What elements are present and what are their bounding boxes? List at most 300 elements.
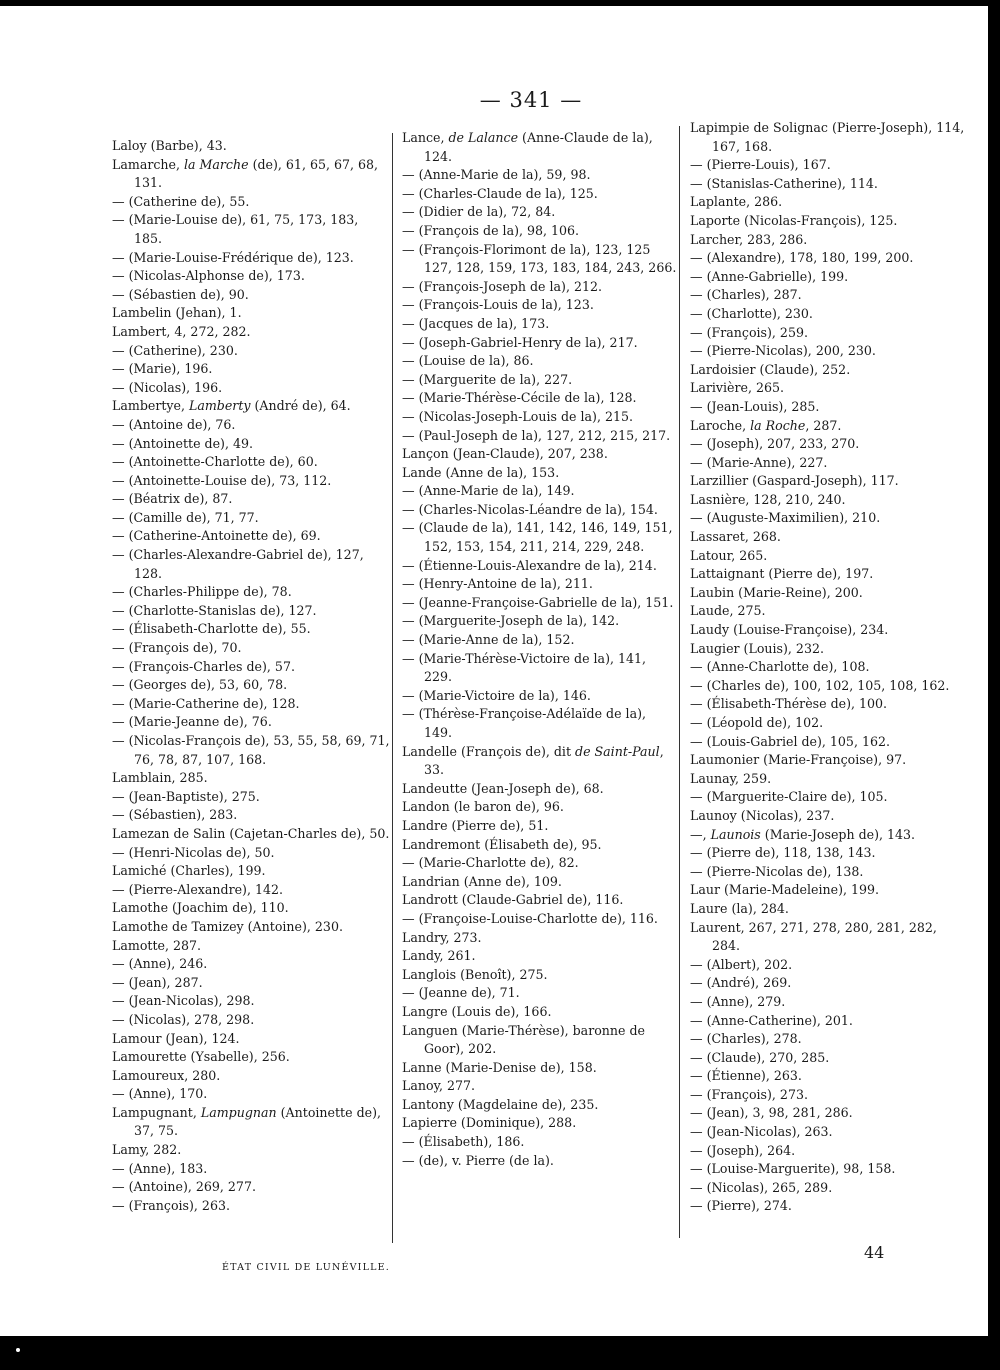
entry-text: Larivière, 265. [690, 380, 785, 396]
entry-text: — (Catherine de), 55. [112, 193, 250, 209]
index-entry [690, 1012, 966, 1031]
entry-text: — (Anne-Marie de la), 59, 98. [402, 167, 591, 183]
index-entry [690, 974, 966, 993]
index-entry [402, 185, 678, 204]
entry-text: Lattaignant (Pierre de), 197. [690, 566, 874, 582]
entry-text: Lapierre (Dominique), 288. [402, 1115, 577, 1131]
index-entry [402, 1022, 678, 1059]
entry-text: — (François), 259. [690, 324, 808, 340]
index-entry [690, 454, 966, 473]
index-entry [112, 918, 390, 937]
entry-text: — (Jacques de la), 173. [402, 315, 550, 331]
index-entry [690, 175, 966, 194]
index-entry [402, 203, 678, 222]
index-entry [690, 249, 966, 268]
index-entry [402, 873, 678, 892]
index-entry [690, 193, 966, 212]
entry-text: — (Claude de la), 141, 142, 146, 149, 151, 152, 153, 154, 211, 214, 229, 248. [402, 520, 673, 555]
entry-variant-italic: la Marche [183, 156, 249, 172]
entry-text: — (Marie-Charlotte de), 82. [402, 855, 579, 871]
index-entry [690, 640, 966, 659]
entry-text: — (François), 263. [112, 1197, 230, 1213]
index-entry [112, 974, 390, 993]
index-column-2 [402, 129, 678, 1170]
index-entry [690, 584, 966, 603]
signature-mark: 44 [864, 1243, 885, 1262]
index-entry [690, 286, 966, 305]
entry-text: — (Joseph), 264. [690, 1142, 796, 1158]
entry-text: Lance, [402, 130, 449, 145]
entry-text: Laudy (Louise-Françoise), 234. [690, 622, 889, 638]
entry-text: — (Sébastien de), 90. [112, 286, 249, 302]
entry-variant-italic: de Lalance [448, 130, 519, 145]
index-entry [402, 278, 678, 297]
entry-text: — (Antoinette-Charlotte de), 60. [112, 454, 318, 470]
entry-text: — (Élisabeth-Thérèse de), 100. [690, 696, 888, 712]
entry-text: Laplante, 286. [690, 194, 783, 210]
index-entry [690, 770, 966, 789]
entry-text: — (Camille de), 71, 77. [112, 509, 259, 525]
entry-text: — (Charlotte), 230. [690, 305, 813, 321]
index-entry [402, 594, 678, 613]
index-entry [402, 501, 678, 520]
entry-text: — (Charles-Philippe de), 78. [112, 584, 292, 600]
index-entry [690, 361, 966, 380]
entry-text: — (François-Charles de), 57. [112, 658, 295, 674]
entry-text: — (Catherine-Antoinette de), 69. [112, 528, 321, 544]
entry-text: — (André), 269. [690, 975, 792, 991]
index-entry [402, 129, 678, 166]
column-divider-2 [679, 126, 680, 1238]
index-entry [402, 631, 678, 650]
entry-text: — (Joseph-Gabriel-Henry de la), 217. [402, 334, 638, 350]
index-entry [402, 222, 678, 241]
index-entry [112, 583, 390, 602]
index-entry [112, 1011, 390, 1030]
index-entry [690, 1197, 966, 1216]
entry-text: — (François), 273. [690, 1086, 808, 1102]
index-entry [690, 919, 966, 956]
entry-text: — (Marie-Louise-Frédérique de), 123. [112, 249, 354, 265]
index-entry [112, 695, 390, 714]
index-entry [690, 658, 966, 677]
entry-text: — (Marie), 196. [112, 361, 213, 377]
index-entry [690, 342, 966, 361]
index-entry [402, 352, 678, 371]
index-entry [112, 416, 390, 435]
index-entry [112, 342, 390, 361]
index-entry [690, 714, 966, 733]
index-entry [112, 546, 390, 583]
entry-text: — (Charles), 287. [690, 287, 802, 303]
entry-text: — (Georges de), 53, 60, 78. [112, 677, 288, 693]
index-entry [690, 547, 966, 566]
index-entry [402, 166, 678, 185]
index-entry [402, 1114, 678, 1133]
index-entry [112, 490, 390, 509]
index-entry [402, 705, 678, 742]
entry-text: — (Marie-Anne), 227. [690, 454, 828, 470]
entry-text: Laloy (Barbe), 43. [112, 138, 227, 153]
entry-text: Larcher, 283, 286. [690, 231, 808, 247]
entry-text: Languen (Marie-Thérèse), baronne de Goor), 202. [402, 1022, 645, 1057]
entry-text: — (Antoinette-Louise de), 73, 112. [112, 472, 332, 488]
index-entry [402, 371, 678, 390]
entry-variant-italic: la Roche [750, 417, 806, 433]
entry-text: — (Marie-Jeanne de), 76. [112, 714, 272, 730]
index-entry [690, 788, 966, 807]
entry-text: — (Marie-Louise de), 61, 75, 173, 183, 185. [112, 212, 359, 246]
entry-text: — (Élisabeth-Charlotte de), 55. [112, 621, 311, 637]
entry-text: Lande (Anne de la), 153. [402, 464, 560, 480]
index-entry [112, 1030, 390, 1049]
entry-text: — (Anne), 170. [112, 1086, 208, 1102]
index-entry [402, 557, 678, 576]
entry-text: Landy, 261. [402, 948, 476, 964]
entry-text: — (Paul-Joseph de la), 127, 212, 215, 217. [402, 427, 671, 443]
index-entry [402, 1077, 678, 1096]
entry-text: Landrott (Claude-Gabriel de), 116. [402, 892, 624, 908]
index-entry [402, 929, 678, 948]
index-entry [402, 427, 678, 446]
index-entry [690, 602, 966, 621]
entry-text: — (Marguerite-Joseph de la), 142. [402, 613, 620, 629]
entry-text: — (Marguerite de la), 227. [402, 371, 573, 387]
index-entry [402, 445, 678, 464]
index-entry [690, 1123, 966, 1142]
entry-text: — (Anne), 279. [690, 993, 786, 1009]
entry-text: — (Henry-Antoine de la), 211. [402, 576, 593, 592]
entry-text: Laure (la), 284. [690, 900, 789, 916]
entry-text: — (Anne-Marie de la), 149. [402, 483, 575, 499]
entry-text: — (Étienne), 263. [690, 1068, 802, 1084]
index-entry [112, 658, 390, 677]
entry-text: — (Pierre-Alexandre), 142. [112, 881, 284, 897]
index-entry [112, 955, 390, 974]
index-entry [112, 267, 390, 286]
index-entry [112, 620, 390, 639]
index-entry [402, 854, 678, 873]
index-entry [690, 621, 966, 640]
index-entry [112, 732, 390, 769]
entry-text: Landremont (Élisabeth de), 95. [402, 836, 602, 852]
index-entry [402, 966, 678, 985]
index-entry [402, 1096, 678, 1115]
index-entry [690, 565, 966, 584]
entry-text: — (Nicolas-François de), 53, 55, 58, 69, 71, 76, 78, 87, 107, 168. [112, 733, 390, 767]
index-entry [112, 211, 390, 248]
entry-text: — (Jean), 287. [112, 974, 203, 990]
index-entry [690, 417, 966, 436]
entry-text: — (Léopold de), 102. [690, 715, 824, 730]
entry-text: — (Louise-Marguerite), 98, 158. [690, 1161, 896, 1177]
index-entry [690, 956, 966, 975]
entry-text: — (Jeanne de), 71. [402, 985, 520, 1001]
entry-text: — (Marie-Catherine de), 128. [112, 695, 300, 711]
entry-text: — (Nicolas), 265, 289. [690, 1179, 833, 1195]
index-entry [112, 509, 390, 528]
index-entry [112, 1067, 390, 1086]
entry-text: — (Françoise-Louise-Charlotte de), 116. [402, 910, 658, 926]
index-entry [690, 881, 966, 900]
index-entry [402, 947, 678, 966]
entry-text: — (Nicolas-Alphonse de), 173. [112, 268, 305, 284]
entry-text: Laugier (Louis), 232. [690, 640, 824, 656]
entry-text: — (Charles de), 100, 102, 105, 108, 162. [690, 677, 950, 693]
entry-text: Latour, 265. [690, 547, 768, 563]
entry-text: — (Antoinette de), 49. [112, 435, 253, 451]
entry-text: — (Auguste-Maximilien), 210. [690, 510, 881, 526]
scan-speck [16, 1348, 20, 1352]
index-entry [402, 817, 678, 836]
index-entry [112, 472, 390, 491]
index-entry [402, 1059, 678, 1078]
index-entry [690, 1049, 966, 1068]
index-entry [690, 398, 966, 417]
entry-text: Landeutte (Jean-Joseph de), 68. [402, 780, 604, 796]
index-entry [690, 156, 966, 175]
entry-text: Lambertye, [112, 398, 189, 414]
entry-text: — (Claude), 270, 285. [690, 1049, 830, 1065]
entry-variant-italic: Lampugnan [200, 1104, 277, 1120]
index-entry [690, 1030, 966, 1049]
entry-text: Larzillier (Gaspard-Joseph), 117. [690, 473, 899, 489]
index-entry [112, 1104, 390, 1141]
entry-text: — (Antoine de), 76. [112, 416, 236, 432]
entry-text: Lançon (Jean-Claude), 207, 238. [402, 446, 608, 462]
entry-text: — (Élisabeth), 186. [402, 1134, 525, 1150]
index-entry [112, 249, 390, 268]
entry-text-rest: (Anne-Claude de la), 124. [424, 130, 653, 164]
entry-text: —, [690, 826, 711, 842]
index-entry [690, 900, 966, 919]
entry-text: Lambelin (Jehan), 1. [112, 305, 242, 321]
index-entry [690, 324, 966, 343]
index-entry [112, 323, 390, 342]
entry-text: Lamothe (Joachim de), 110. [112, 900, 289, 916]
index-entry [112, 156, 390, 193]
entry-text-rest: (Marie-Joseph de), 143. [760, 826, 916, 842]
index-entry [112, 304, 390, 323]
entry-text-rest: , 33. [424, 743, 664, 778]
entry-text: — (Charles-Alexandre-Gabriel de), 127, 128. [112, 547, 364, 581]
entry-text: — (Joseph), 207, 233, 270. [690, 436, 860, 452]
entry-text: — (Jeanne-Françoise-Gabrielle de la), 151. [402, 594, 674, 610]
entry-text: Laroche, [690, 417, 751, 433]
entry-text: — (Jean-Nicolas), 263. [690, 1124, 833, 1140]
scan-border-top [0, 0, 1000, 6]
index-entry [112, 1141, 390, 1160]
index-entry [402, 687, 678, 706]
index-entry [112, 453, 390, 472]
entry-text: Laurent, 267, 271, 278, 280, 281, 282, 284. [690, 919, 937, 954]
index-entry [402, 464, 678, 483]
index-entry [690, 472, 966, 491]
index-entry [402, 650, 678, 687]
index-entry [112, 899, 390, 918]
index-entry [402, 575, 678, 594]
index-entry [112, 1197, 390, 1216]
index-entry [690, 863, 966, 882]
entry-text: — (Charles), 278. [690, 1031, 802, 1047]
entry-text: — (Nicolas), 196. [112, 379, 223, 395]
entry-text: — (Charlotte-Stanislas de), 127. [112, 602, 317, 618]
entry-text: — (Pierre-Nicolas de), 138. [690, 863, 864, 879]
entry-text: — (François-Joseph de la), 212. [402, 278, 603, 294]
index-entry [112, 193, 390, 212]
entry-text: Laubin (Marie-Reine), 200. [690, 584, 863, 600]
index-column-1 [112, 137, 390, 1215]
entry-text: Lapimpie de Solignac (Pierre-Joseph), 114, 167, 168. [690, 120, 965, 154]
index-column-3 [690, 119, 966, 1216]
index-entry [112, 360, 390, 379]
index-entry [690, 677, 966, 696]
entry-text: — (Marie-Victoire de la), 146. [402, 687, 591, 703]
index-entry [402, 482, 678, 501]
entry-text: — (Étienne-Louis-Alexandre de la), 214. [402, 557, 657, 573]
index-entry [690, 844, 966, 863]
index-entry [402, 1133, 678, 1152]
entry-text: Lardoisier (Claude), 252. [690, 361, 851, 377]
index-entry [402, 836, 678, 855]
index-entry [690, 435, 966, 454]
entry-text-rest: (de), 61, 65, 67, 68, 131. [134, 156, 379, 191]
index-entry [112, 769, 390, 788]
entry-text: Laumonier (Marie-Françoise), 97. [690, 752, 907, 768]
index-entry [402, 1152, 678, 1171]
index-entry [690, 231, 966, 250]
entry-text: Lampugnant, [112, 1104, 201, 1120]
index-entry [690, 212, 966, 231]
index-entry [112, 1160, 390, 1179]
entry-text: — (Jean), 3, 98, 281, 286. [690, 1105, 853, 1121]
entry-text: — (Jean-Louis), 285. [690, 398, 820, 414]
entry-text: — (Thérèse-Françoise-Adélaïde de la), 149. [402, 706, 646, 740]
index-entry [690, 993, 966, 1012]
index-entry [690, 807, 966, 826]
index-entry [690, 1160, 966, 1179]
entry-text: Lamoureux, 280. [112, 1067, 221, 1083]
entry-text-rest: (Antoinette de), 37, 75. [134, 1104, 382, 1139]
entry-text: Landry, 273. [402, 929, 482, 945]
index-entry [112, 435, 390, 454]
entry-text: — (Sébastien), 283. [112, 807, 238, 823]
entry-text: — (Charles-Nicolas-Léandre de la), 154. [402, 501, 658, 517]
entry-text: Lamarche, [112, 156, 184, 172]
index-entry [112, 639, 390, 658]
entry-text: — (Charles-Claude de la), 125. [402, 185, 598, 201]
page-number: — 341 — [479, 88, 583, 112]
entry-text: — (Marie-Anne de la), 152. [402, 632, 575, 648]
entry-text: — (Louis-Gabriel de), 105, 162. [690, 733, 890, 749]
index-entry [112, 806, 390, 825]
index-entry [112, 676, 390, 695]
column-divider-1 [392, 133, 393, 1243]
entry-text: — (Marie-Thérèse-Victoire de la), 141, 229. [402, 650, 647, 685]
entry-variant-italic: de Saint-Paul [575, 743, 660, 759]
index-entry [112, 397, 390, 416]
entry-text: Langlois (Benoît), 275. [402, 966, 548, 982]
entry-text: — (Anne-Charlotte de), 108. [690, 659, 870, 675]
scan-border-right [988, 0, 1000, 1370]
index-entry [402, 984, 678, 1003]
index-entry [402, 910, 678, 929]
index-entry [690, 1086, 966, 1105]
index-entry [402, 798, 678, 817]
index-entry [402, 389, 678, 408]
index-entry [112, 713, 390, 732]
index-entry [112, 1048, 390, 1067]
index-entry [112, 992, 390, 1011]
index-entry [112, 788, 390, 807]
index-entry [690, 379, 966, 398]
entry-text: Launay, 259. [690, 770, 772, 786]
index-entry [112, 825, 390, 844]
scan-border-bottom [0, 1336, 1000, 1370]
entry-text: — (Albert), 202. [690, 956, 793, 972]
entry-text: Laude, 275. [690, 603, 766, 619]
entry-text: Lamblain, 285. [112, 770, 208, 786]
index-entry [112, 379, 390, 398]
index-entry [690, 1179, 966, 1198]
index-entry [690, 491, 966, 510]
index-entry [112, 862, 390, 881]
index-entry [402, 334, 678, 353]
index-entry [112, 1085, 390, 1104]
index-entry [690, 751, 966, 770]
entry-text: — (François de la), 98, 106. [402, 222, 580, 238]
index-entry [690, 509, 966, 528]
entry-text: — (Catherine), 230. [112, 342, 238, 358]
entry-text: Landelle (François de), dit [402, 743, 576, 759]
entry-variant-italic: Launois [710, 826, 761, 842]
index-entry [112, 527, 390, 546]
entry-text: Lamotte, 287. [112, 937, 202, 953]
entry-text: Lasnière, 128, 210, 240. [690, 491, 846, 507]
entry-text: — (Nicolas-Joseph-Louis de la), 215. [402, 408, 633, 424]
index-entry [690, 695, 966, 714]
entry-text: — (Stanislas-Catherine), 114. [690, 175, 878, 191]
index-entry [402, 1003, 678, 1022]
entry-text: — (Pierre), 274. [690, 1198, 792, 1214]
index-entry [402, 743, 678, 780]
entry-text: — (François-Florimont de la), 123, 125 127, 128, 159, 173, 183, 184, 243, 266. [402, 241, 677, 276]
index-entry [112, 844, 390, 863]
index-entry [112, 602, 390, 621]
entry-text: — (Didier de la), 72, 84. [402, 204, 556, 220]
index-entry [402, 891, 678, 910]
entry-text: — (Jean-Nicolas), 298. [112, 993, 255, 1009]
entry-variant-italic: Lamberty [188, 398, 251, 414]
index-entry [402, 315, 678, 334]
entry-text: Lanne (Marie-Denise de), 158. [402, 1059, 597, 1075]
entry-text: — (Antoine), 269, 277. [112, 1179, 256, 1195]
entry-text: Laur (Marie-Madeleine), 199. [690, 882, 880, 898]
entry-text: Lamezan de Salin (Cajetan-Charles de), 50. [112, 825, 390, 841]
entry-text: — (François-Louis de la), 123. [402, 297, 594, 313]
entry-text: — (Pierre-Nicolas), 200, 230. [690, 343, 876, 359]
entry-text: Landre (Pierre de), 51. [402, 817, 549, 833]
entry-text: Landrian (Anne de), 109. [402, 873, 562, 889]
index-entry [112, 881, 390, 900]
index-entry [112, 286, 390, 305]
page-footer: ÉTAT CIVIL DE LUNÉVILLE. [222, 1262, 391, 1273]
entry-text: — (Henri-Nicolas de), 50. [112, 844, 275, 860]
entry-text-rest: (André de), 64. [250, 398, 351, 414]
entry-text: Lantony (Magdelaine de), 235. [402, 1096, 599, 1112]
index-entry [402, 241, 678, 278]
entry-text: — (Nicolas), 278, 298. [112, 1011, 255, 1027]
